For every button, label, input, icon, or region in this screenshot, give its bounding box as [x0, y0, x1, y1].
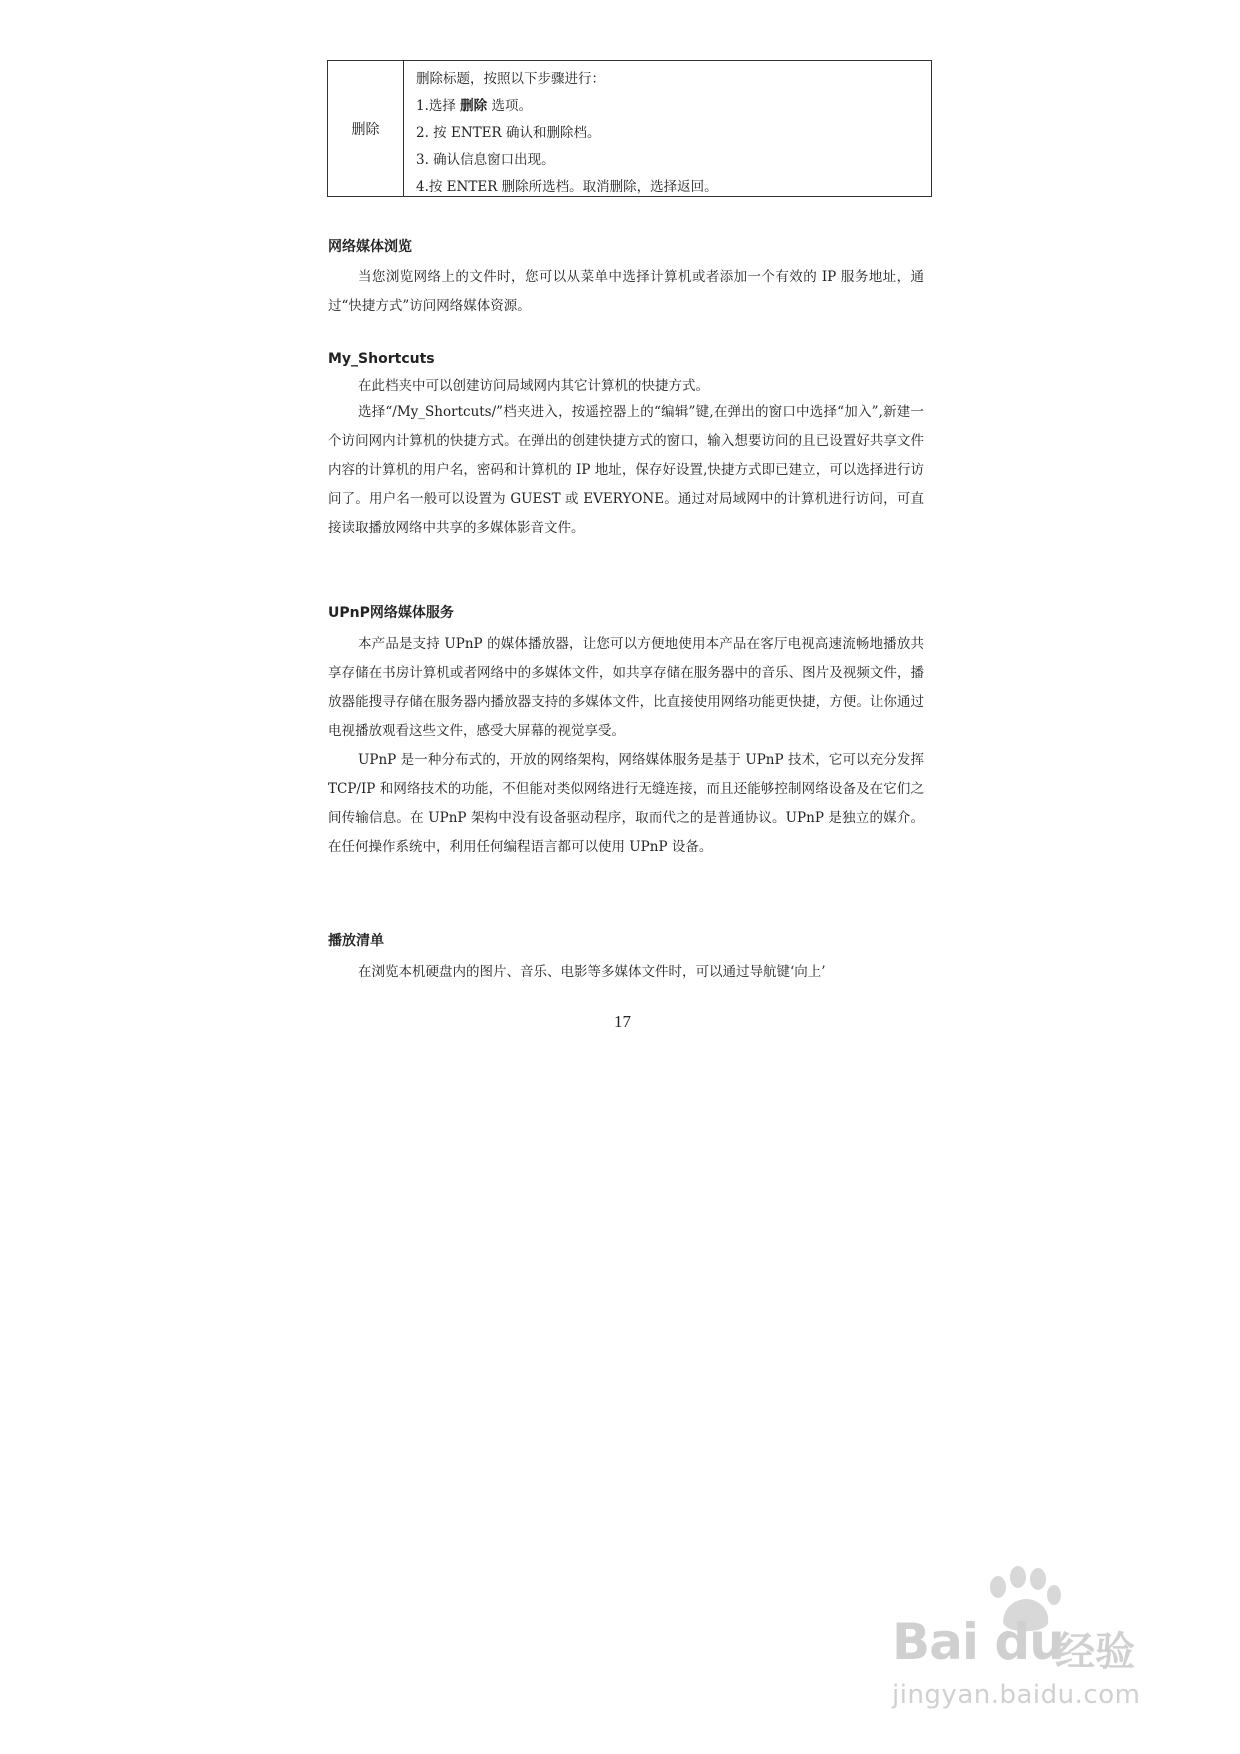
paragraph-network-browse: 当您浏览网络上的文件时，您可以从菜单中选择计算机或者添加一个有效的 IP 服务地址，通过“快捷方式”访问网络媒体资源。 [328, 269, 924, 314]
baidu-jingyan-watermark [880, 1565, 1180, 1715]
paragraph-playlist: 在浏览本机硬盘内的图片、音乐、电影等多媒体文件时，可以通过导航键‘向上’ [358, 964, 826, 980]
paragraph-shortcuts-detail: 选择“/My_Shortcuts/”档夹进入，按遥控器上的“编辑”键,在弹出的窗口中选择“加入”,新建一个访问网内计算机的快捷方式。在弹出的创建快捷方式的窗口，输入想要访问的且已设置好共享文件内容的计算机的用户名，密码和计算机的 IP 地址，保存好设置,快捷方式即已建立，可以选择进行访问了。用户名一般可以设置为 GUEST 或 EVERYONE。通过对局域网中的计算机进行访问，可直接读取播放网络中共享的多媒体影音文件。 [328, 404, 924, 536]
heading-upnp: UPnP网络媒体服务 [328, 605, 454, 621]
table-line-intro: 删除标题，按照以下步骤进行： [416, 71, 605, 87]
table-line-step-1 [416, 93, 931, 120]
paragraph-upnp-intro: 本产品是支持 UPnP 的媒体播放器，让您可以方便地使用本产品在客厅电视高速流畅地播放共享存储在书房计算机或者网络中的多媒体文件，如共享存储在服务器中的音乐、图片及视频文件，播放器能搜寻存储在服务器内播放器支持的多媒体文件，比直接使用网络功能更快捷，方便。让你通过电视播放观看这些文件，感受大屏幕的视觉享受。 [328, 636, 924, 739]
paragraph-shortcuts-intro: 在此档夹中可以创建访问局域网内其它计算机的快捷方式。 [358, 378, 709, 394]
table-line-step-3: 3. 确认信息窗口出现。 [416, 152, 555, 168]
step-1-suffix: 选项。 [487, 98, 532, 114]
heading-network-browse: 网络媒体浏览 [328, 239, 412, 255]
table-line-step-2: 2. 按 ENTER 确认和删除档。 [416, 125, 601, 141]
table-line-step-4: 4.按 ENTER 删除所选档。取消删除，选择返回。 [416, 179, 718, 195]
paragraph-upnp-detail: UPnP 是一种分布式的，开放的网络架构，网络媒体服务是基于 UPnP 技术，它可以充分发挥 TCP/IP 和网络技术的功能，不但能对类似网络进行无缝连接，而且还能够控制网络设备及在它们之间传输信息。在 UPnP 架构中没有设备驱动程序，取而代之的是普通协议。UPnP 是独立的媒介。在任何操作系统中，利用任何编程语言都可以使用 UPnP 设备。 [328, 752, 924, 855]
step-1-prefix: 1.选择 [416, 98, 461, 114]
step-1-bold-term: 删除 [460, 98, 488, 114]
page-number: 17 [614, 1012, 631, 1031]
heading-my-shortcuts: My_Shortcuts [328, 351, 435, 367]
table-content-cell [404, 61, 931, 196]
watermark-brand: Bai du [892, 1613, 1064, 1671]
watermark-jingyan: 经验 [1055, 1629, 1135, 1675]
heading-playlist: 播放清单 [328, 933, 384, 949]
watermark-url: jingyan.baidu.com [892, 1680, 1141, 1710]
table-label-cell [328, 61, 404, 196]
delete-steps-table [327, 60, 932, 197]
table-label: 删除 [351, 121, 380, 138]
